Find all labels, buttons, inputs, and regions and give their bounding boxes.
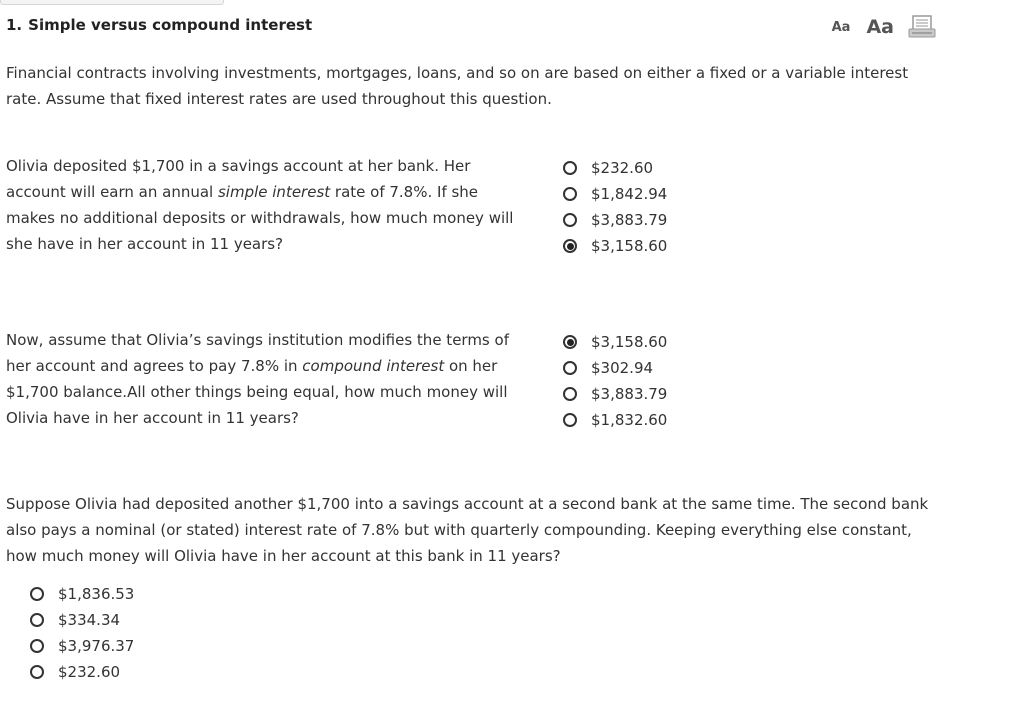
question1-option[interactable]	[563, 155, 667, 181]
question2-option[interactable]	[563, 355, 667, 381]
option-label: $1,836.53	[58, 585, 135, 603]
radio-button[interactable]	[30, 639, 44, 653]
print-icon[interactable]	[908, 15, 936, 39]
question2-option[interactable]	[563, 407, 667, 433]
radio-button[interactable]	[563, 361, 577, 375]
radio-button[interactable]	[563, 335, 577, 349]
question3-option[interactable]	[30, 607, 134, 633]
question3-option[interactable]	[30, 633, 134, 659]
question2-emphasis: compound interest	[302, 357, 445, 375]
question2-text-part1: Now, assume that Olivia’s savings institution modifies the terms of her account and agrees to pay 7.8% in	[6, 331, 509, 375]
question-number: 1.	[6, 16, 23, 34]
question1-option[interactable]	[563, 233, 667, 259]
radio-button[interactable]	[563, 239, 577, 253]
question-title	[6, 16, 312, 34]
question-title-text: Simple versus compound interest	[28, 16, 313, 34]
option-label: $302.94	[591, 359, 654, 377]
radio-button[interactable]	[563, 213, 577, 227]
option-label: $3,883.79	[591, 385, 668, 403]
question3-option[interactable]	[30, 581, 134, 607]
font-size-small-button[interactable]: Aa	[831, 19, 851, 35]
option-label: $3,976.37	[58, 637, 135, 655]
question3-options	[30, 581, 134, 685]
question1-text	[6, 153, 526, 257]
question2-options	[563, 329, 667, 433]
radio-button[interactable]	[30, 587, 44, 601]
radio-button[interactable]	[30, 665, 44, 679]
question1-options	[563, 155, 667, 259]
intro-paragraph: Financial contracts involving investments, mortgages, loans, and so on are based on either a fixed or a variable interest rate. Assume that fixed interest rates are used throughout this question.	[6, 64, 909, 108]
question3-option[interactable]	[30, 659, 134, 685]
question2-text	[6, 327, 526, 431]
question1-emphasis: simple interest	[217, 183, 331, 201]
option-label: $3,158.60	[591, 333, 668, 351]
question1-text-part1: Olivia deposited $1,700 in a savings account at her bank. Her account will earn an annual	[6, 157, 471, 201]
option-label: $334.34	[58, 611, 121, 629]
radio-button[interactable]	[30, 613, 44, 627]
top-tab-edge	[0, 0, 224, 5]
question2-text-part2: on her $1,700 balance.All other things being equal, how much money will Olivia have in her account in 11 years?	[6, 357, 508, 427]
font-size-large-button[interactable]: Aa	[866, 16, 894, 38]
text-tools	[832, 14, 936, 40]
question2-option[interactable]	[563, 381, 667, 407]
question1-option[interactable]	[563, 181, 667, 207]
question1-text-part2: rate of 7.8%. If she makes no additional deposits or withdrawals, how much money will she have in her account in 11 years?	[6, 183, 514, 253]
option-label: $3,883.79	[591, 211, 668, 229]
question1-option[interactable]	[563, 207, 667, 233]
option-label: $1,842.94	[591, 185, 668, 203]
option-label: $3,158.60	[591, 237, 668, 255]
option-label: $1,832.60	[591, 411, 668, 429]
option-label: $232.60	[58, 663, 121, 681]
radio-button[interactable]	[563, 161, 577, 175]
question2-option[interactable]	[563, 329, 667, 355]
option-label: $232.60	[591, 159, 654, 177]
radio-button[interactable]	[563, 413, 577, 427]
radio-button[interactable]	[563, 387, 577, 401]
radio-button[interactable]	[563, 187, 577, 201]
question3-text: Suppose Olivia had deposited another $1,700 into a savings account at a second bank at the same time. The second bank also pays a nominal (or stated) interest rate of 7.8% but with quarterly compounding. Keeping everything else constant, how much money will Olivia have in her account at this bank in 11 years?	[6, 495, 929, 565]
